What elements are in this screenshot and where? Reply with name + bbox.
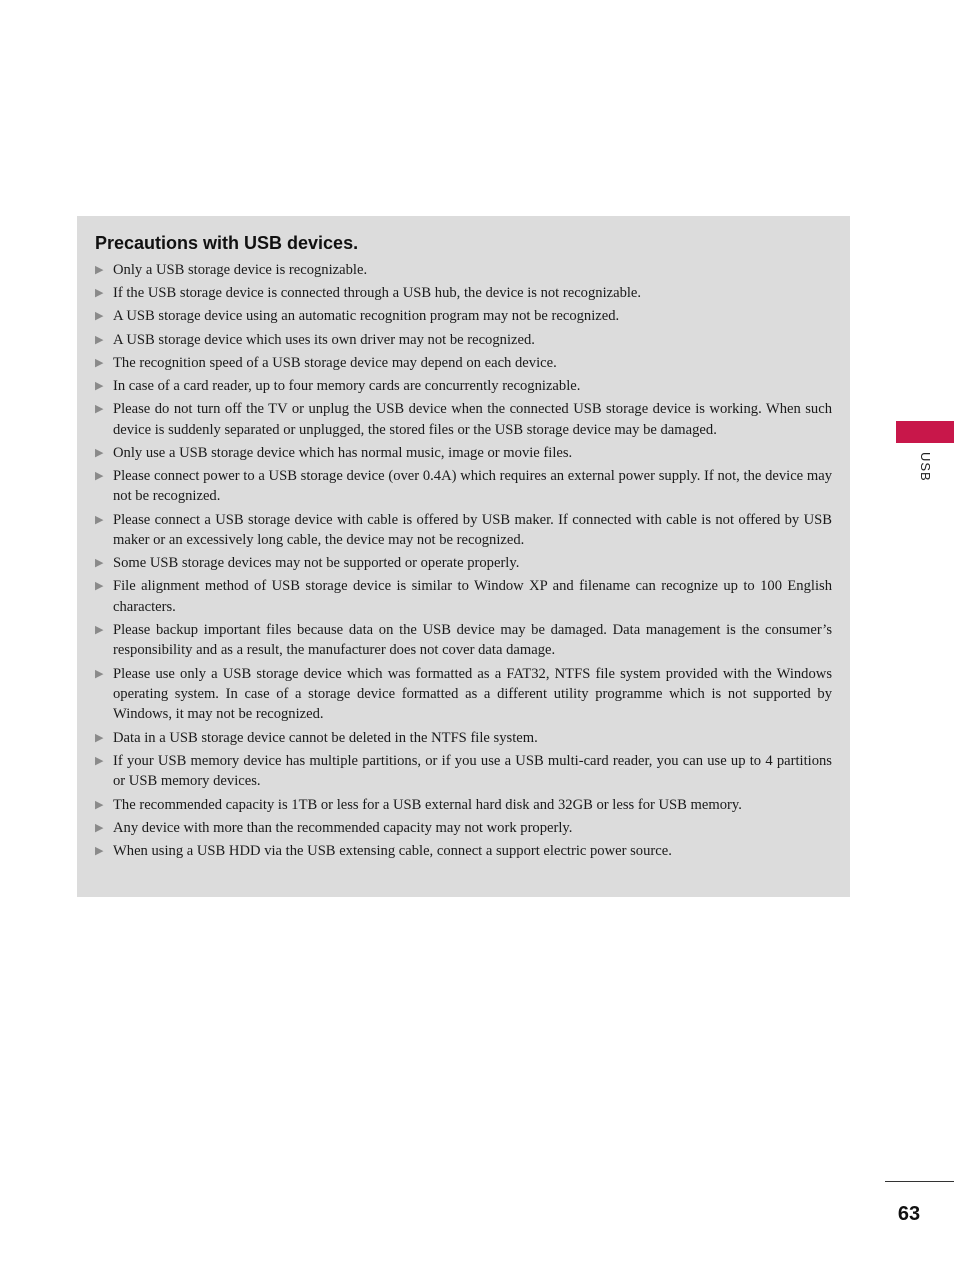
- list-item-text: The recommended capacity is 1TB or less for a USB external hard disk and 32GB or less for USB memory.: [113, 796, 742, 813]
- list-item-text: A USB storage device which uses its own driver may not be recognized.: [113, 331, 535, 348]
- list-item-text: Only use a USB storage device which has normal music, image or movie files.: [113, 444, 573, 461]
- section-label: USB: [918, 452, 933, 482]
- list-item: [95, 353, 832, 373]
- list-item: [95, 510, 832, 551]
- list-item-text: Please connect a USB storage device with cable is offered by USB maker. If connected with cable is not offered by USB maker or an excessively long cable, the device may not be recognized.: [113, 511, 832, 549]
- list-item: [95, 620, 832, 661]
- precautions-box: [77, 216, 850, 897]
- precautions-title: Precautions with USB devices.: [95, 233, 359, 253]
- list-item: [95, 306, 832, 326]
- triangle-right-icon: ▶: [95, 797, 104, 811]
- triangle-right-icon: ▶: [95, 556, 104, 570]
- precautions-list: [95, 260, 832, 861]
- triangle-right-icon: ▶: [95, 469, 104, 483]
- triangle-right-icon: ▶: [95, 309, 104, 323]
- list-item-text: The recognition speed of a USB storage device may depend on each device.: [113, 354, 557, 371]
- list-item-text: File alignment method of USB storage device is similar to Window XP and filename can recognize up to 100 English characters.: [113, 578, 832, 615]
- triangle-right-icon: ▶: [95, 445, 104, 459]
- triangle-right-icon: ▶: [95, 666, 104, 680]
- list-item-text: When using a USB HDD via the USB extensing cable, connect a support electric power source.: [113, 842, 672, 859]
- list-item: [95, 260, 832, 280]
- list-item-text: Please backup important files because data on the USB device may be damaged. Data management is the consumer’s responsibility and as a result, the manufacturer does not cover data damage.: [113, 622, 832, 659]
- list-item: [95, 399, 832, 440]
- triangle-right-icon: ▶: [95, 263, 104, 276]
- list-item-text: Some USB storage devices may not be supported or operate properly.: [113, 555, 520, 572]
- triangle-right-icon: ▶: [95, 730, 104, 744]
- list-item: [95, 330, 832, 350]
- list-item-text: In case of a card reader, up to four memory cards are concurrently recognizable.: [113, 378, 581, 395]
- list-item-text: Please use only a USB storage device which was formatted as a FAT32, NTFS file system provided with the Windows operating system. In case of a storage device formatted as a different utility programme which is not supported by Windows, it may not be recognized.: [113, 665, 832, 723]
- list-item: [95, 728, 832, 748]
- triangle-right-icon: ▶: [95, 623, 104, 637]
- list-item: [95, 553, 832, 573]
- list-item-text: If your USB memory device has multiple partitions, or if you use a USB multi-card reader, you can use up to 4 partitions or USB memory devices.: [113, 752, 832, 790]
- triangle-right-icon: ▶: [95, 402, 104, 416]
- triangle-right-icon: ▶: [95, 820, 104, 834]
- list-item-text: Any device with more than the recommended capacity may not work properly.: [113, 819, 573, 836]
- triangle-right-icon: ▶: [95, 512, 104, 526]
- triangle-right-icon: ▶: [95, 286, 104, 300]
- list-item: [95, 751, 832, 792]
- triangle-right-icon: ▶: [95, 332, 104, 346]
- list-item-text: Please connect power to a USB storage device (over 0.4A) which requires an external power supply. If not, the device may not be recognized.: [113, 468, 832, 505]
- list-item-text: If the USB storage device is connected through a USB hub, the device is not recognizable.: [113, 285, 642, 302]
- list-item: [95, 376, 832, 396]
- list-item-text: A USB storage device using an automatic recognition program may not be recognized.: [113, 308, 620, 325]
- list-item-text: Only a USB storage device is recognizable.: [113, 262, 368, 278]
- triangle-right-icon: ▶: [95, 753, 104, 767]
- triangle-right-icon: ▶: [95, 355, 104, 369]
- list-item-text: Data in a USB storage device cannot be deleted in the NTFS file system.: [113, 729, 538, 746]
- list-item: [95, 576, 832, 617]
- section-tab-marker: [896, 421, 954, 443]
- footer-divider: [885, 1181, 954, 1182]
- list-item: [95, 443, 832, 463]
- triangle-right-icon: ▶: [95, 843, 104, 857]
- list-item: [95, 818, 832, 838]
- list-item: [95, 841, 832, 861]
- triangle-right-icon: ▶: [95, 379, 104, 393]
- triangle-right-icon: ▶: [95, 579, 104, 593]
- list-item: [95, 283, 832, 303]
- list-item-text: Please do not turn off the TV or unplug the USB device when the connected USB storage device is working. When such device is suddenly separated or unplugged, the stored files or the USB storage device may be damaged.: [113, 401, 832, 438]
- list-item: [95, 664, 832, 725]
- page-number: 63: [897, 1203, 921, 1225]
- list-item: [95, 466, 832, 507]
- list-item: [95, 795, 832, 815]
